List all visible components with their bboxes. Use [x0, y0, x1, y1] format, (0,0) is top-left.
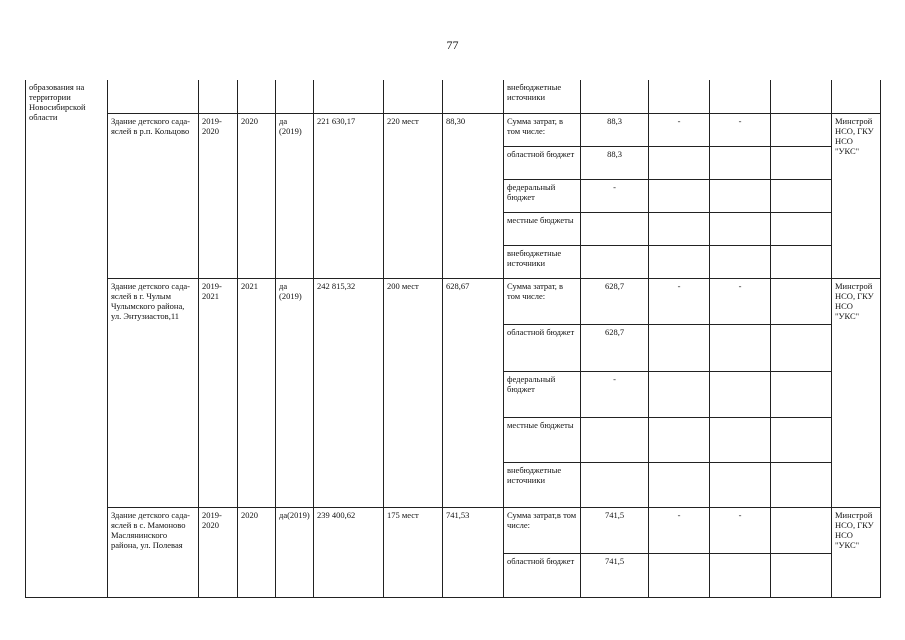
amount-value: 628,7 — [581, 278, 649, 324]
amount-value: - — [649, 113, 710, 146]
period: 2019-2021 — [199, 278, 238, 507]
amount-value: 88,3 — [581, 146, 649, 179]
table-row — [26, 278, 881, 324]
object-name: Здание детского сада-яслей в г. Чулым Чулымского района, ул. Энтузиастов,11 — [108, 278, 199, 507]
amount-value: 88,3 — [581, 113, 649, 146]
source-cell: областной бюджет — [504, 553, 581, 597]
investment-table — [25, 80, 881, 598]
source-cell: внебюджетные источники — [504, 80, 581, 113]
amount-value: 628,7 — [581, 324, 649, 371]
table-row — [26, 507, 881, 553]
source-cell: областной бюджет — [504, 146, 581, 179]
capacity: 175 мест — [384, 507, 443, 597]
capacity: 220 мест — [384, 113, 443, 278]
amount-value: 741,5 — [581, 507, 649, 553]
responsible-party: Минстрой НСО, ГКУ НСО "УКС" — [832, 113, 881, 278]
object-name: Здание детского сада-яслей в с. Мамоново Маслянинского района, ул. Полевая — [108, 507, 199, 597]
estimated-cost: 239 400,62 — [314, 507, 384, 597]
source-cell: областной бюджет — [504, 324, 581, 371]
estimated-cost: 221 630,17 — [314, 113, 384, 278]
page-number: 77 — [446, 38, 459, 52]
source-cell: внебюджетные источники — [504, 245, 581, 278]
year: 2020 — [238, 113, 276, 278]
design-status: да (2019) — [276, 113, 314, 278]
amount-value: - — [649, 507, 710, 553]
amount-value: - — [710, 507, 771, 553]
source-cell: местные бюджеты — [504, 417, 581, 462]
responsible-party: Минстрой НСО, ГКУ НСО "УКС" — [832, 278, 881, 507]
amount-value: - — [581, 371, 649, 417]
responsible-party: Минстрой НСО, ГКУ НСО "УКС" — [832, 507, 881, 597]
funding: 628,67 — [443, 278, 504, 507]
object-name: Здание детского сада-яслей в р.п. Кольцово — [108, 113, 199, 278]
table-row — [26, 113, 881, 146]
year: 2021 — [238, 278, 276, 507]
funding: 88,30 — [443, 113, 504, 278]
amount-value: - — [581, 179, 649, 212]
estimated-cost: 242 815,32 — [314, 278, 384, 507]
source-cell: Сумма затрат, в том числе: — [504, 113, 581, 146]
municipality-cell: образования на территории Новосибирской области — [26, 80, 108, 597]
period: 2019-2020 — [199, 113, 238, 278]
source-cell: внебюджетные источники — [504, 462, 581, 507]
amount-value: - — [710, 278, 771, 324]
source-cell: федеральный бюджет — [504, 179, 581, 212]
amount-value: - — [649, 278, 710, 324]
source-cell: федеральный бюджет — [504, 371, 581, 417]
capacity: 200 мест — [384, 278, 443, 507]
source-cell: Сумма затрат, в том числе: — [504, 278, 581, 324]
amount-value: - — [710, 113, 771, 146]
table-row — [26, 80, 881, 113]
period: 2019-2020 — [199, 507, 238, 597]
amount-value: 741,5 — [581, 553, 649, 597]
design-status: да(2019) — [276, 507, 314, 597]
source-cell: местные бюджеты — [504, 212, 581, 245]
design-status: да (2019) — [276, 278, 314, 507]
year: 2020 — [238, 507, 276, 597]
source-cell: Сумма затрат,в том числе: — [504, 507, 581, 553]
funding: 741,53 — [443, 507, 504, 597]
